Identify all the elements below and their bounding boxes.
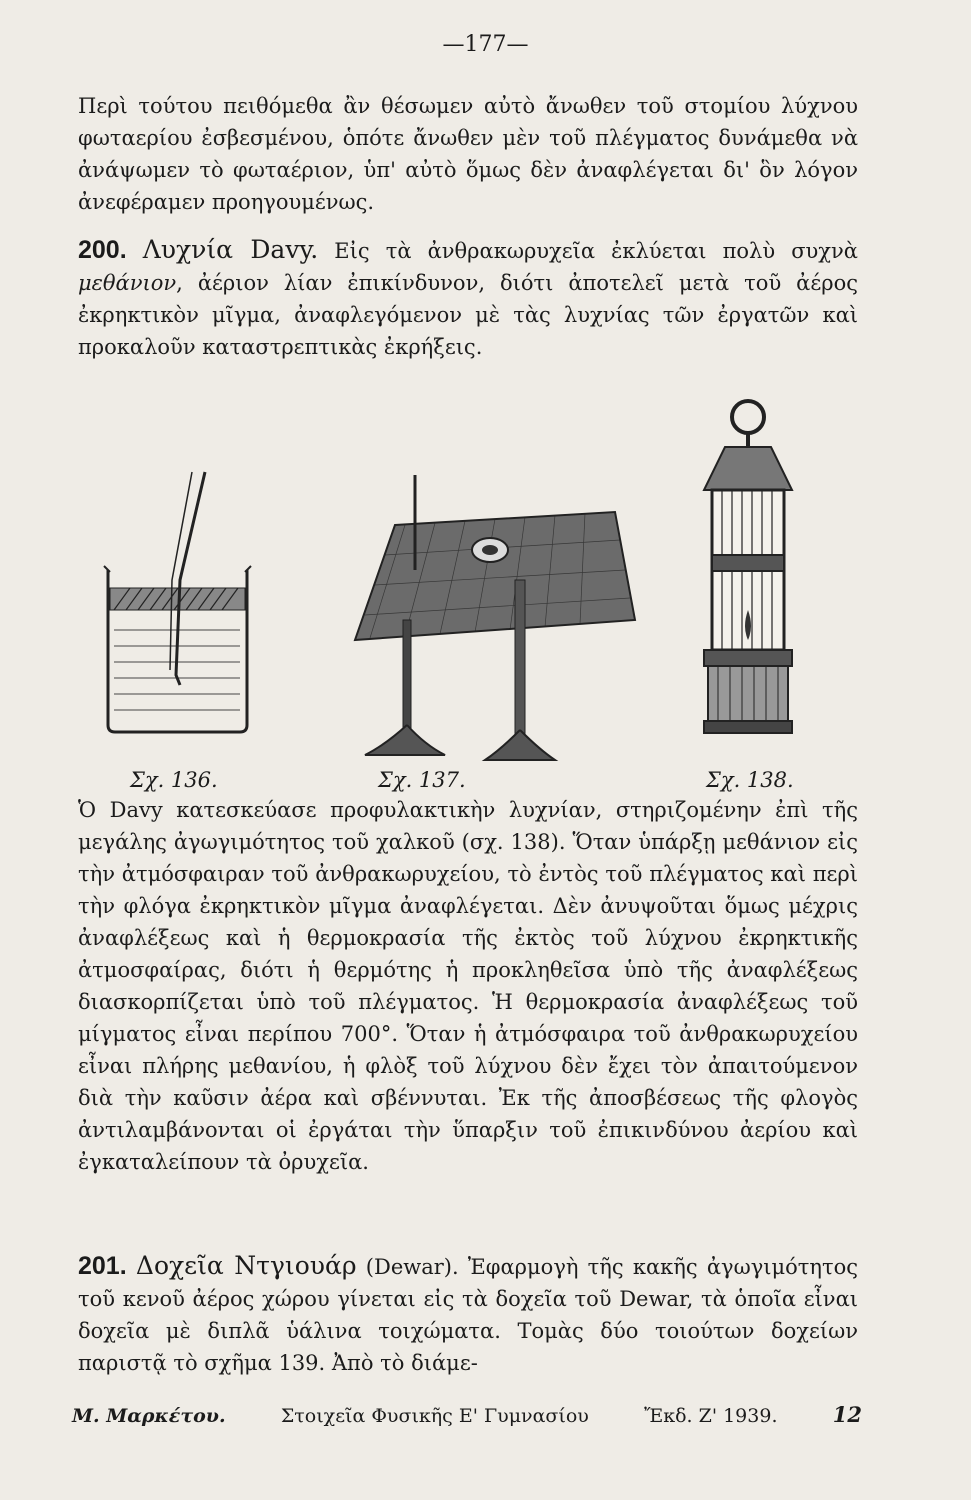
figure-137-caption: Σχ. 137. bbox=[378, 768, 466, 792]
section-201-title: Δοχεῖα Ντγιουάρ bbox=[135, 1251, 357, 1280]
section-200-number: 200. bbox=[78, 236, 127, 264]
section-200-methane: μεθάνιον bbox=[78, 271, 177, 295]
figure-136-caption: Σχ. 136. bbox=[130, 768, 218, 792]
section-200-text-b: , ἀέριον λίαν ἐπικίνδυνον, διότι ἀποτελεῖ μετὰ τοῦ ἀέρος ἐκρηκτικὸν μῖγμα, ἀναφλεγόμενον μὲ τὰς λυχνίας τῶν ἐργατῶν καὶ προκαλοῦν καταστρεπτικὰς ἐκρήξεις. bbox=[78, 271, 858, 359]
figure-138-caption: Σχ. 138. bbox=[706, 768, 794, 792]
intro-paragraph: Περὶ τούτου πειθόμεθα ἂν θέσωμεν αὐτὸ ἄνωθεν τοῦ στομίου λύχνου φωταερίου ἐσβεσμένου, ὁπότε ἄνωθεν μὲν τοῦ πλέγματος δυνάμεθα νὰ ἀνάψωμεν τὸ φωταέριον, ὑπ' αὐτὸ ὅμως δὲν ἀναφλέγεται δι' ὃν λόγον ἀνεφέραμεν προηγουμένως. bbox=[78, 94, 858, 214]
figure-138-davy-lamp bbox=[690, 395, 810, 755]
section-201-number: 201. bbox=[78, 1252, 127, 1280]
page-number: —177— bbox=[442, 32, 529, 57]
davy-lamp-paragraph: Ὁ Davy κατεσκεύασε προφυλακτικὴν λυχνίαν, στηριζομένην ἐπὶ τῆς μεγάλης ἀγωγιμότητος τοῦ χαλκοῦ (σχ. 138). Ὅταν ὑπάρξῃ μεθάνιον εἰς τὴν ἀτμόσφαιραν τοῦ ἀνθρακωρυχείου, τὸ ἐντὸς τοῦ πλέγματος καὶ περὶ τὴν φλόγα ἐκρηκτικὸν μῖγμα ἀναφλέγεται. Δὲν ἀνυψοῦται ὅμως μέχρις ἀναφλέξεως καὶ ἡ θερμοκρασία τῆς ἐκτὸς τοῦ λύχνου ἐκρηκτικῆς ἀτμοσφαίρας, διότι ἡ θερμότης ἡ προκληθεῖσα ὑπὸ τῆς ἀναφλέξεως διασκορπίζεται ὑπὸ τοῦ πλέγματος. Ἡ θερμοκρασία ἀναφλέξεως τοῦ μίγματος εἶναι περίπου 700°. Ὅταν ἡ ἀτμόσφαιρα τοῦ ἀνθρακωρυχείου εἶναι πλήρης μεθανίου, ἡ φλὸξ τοῦ λύχνου δὲν ἔχει τὸν ἀπαιτούμενον διὰ τὴν καῦσιν ἀέρα καὶ σβέννυται. Ἐκ τῆς ἀποσβέσεως τῆς φλογὸς ἀντιλαμβάνονται οἱ ἐργάται τὴν ὕπαρξιν τοῦ ἐπικινδύνου ἀερίου καὶ ἐγκαταλείπουν τὰ ὀρυχεῖα. bbox=[78, 798, 858, 1174]
section-200-title: Λυχνία Davy. bbox=[142, 235, 319, 264]
figure-136-beaker bbox=[100, 470, 260, 745]
footer-sheet-number: 12 bbox=[832, 1402, 862, 1427]
section-201-text: (Dewar). Ἐφαρμογὴ τῆς κακῆς ἀγωγιμότητος τοῦ κενοῦ ἀέρος χώρου γίνεται εἰς τὰ δοχεῖα τοῦ Dewar, τὰ ὁποῖα εἶναι δοχεῖα μὲ διπλᾶ ὑάλινα τοιχώματα. Τομὰς δύο τοιούτων δοχείων παριστᾷ τὸ σχῆμα 139. Ἀπὸ τὸ διάμε- bbox=[78, 1255, 858, 1375]
footer-author: Μ. Μαρκέτου. bbox=[72, 1405, 226, 1427]
footer-book-title: Στοιχεῖα Φυσικῆς Ε' Γυμνασίου bbox=[280, 1405, 589, 1427]
section-200 bbox=[78, 234, 858, 363]
section-201 bbox=[78, 1250, 858, 1379]
footer-edition: Ἔκδ. Ζ' 1939. bbox=[644, 1405, 778, 1427]
section-200-text-a: Εἰς τὰ ἀνθρακωρυχεῖα ἐκλύεται πολὺ συχνὰ bbox=[318, 239, 858, 263]
figure-137-gauze-burner bbox=[325, 470, 655, 770]
page-footer bbox=[72, 1402, 862, 1427]
